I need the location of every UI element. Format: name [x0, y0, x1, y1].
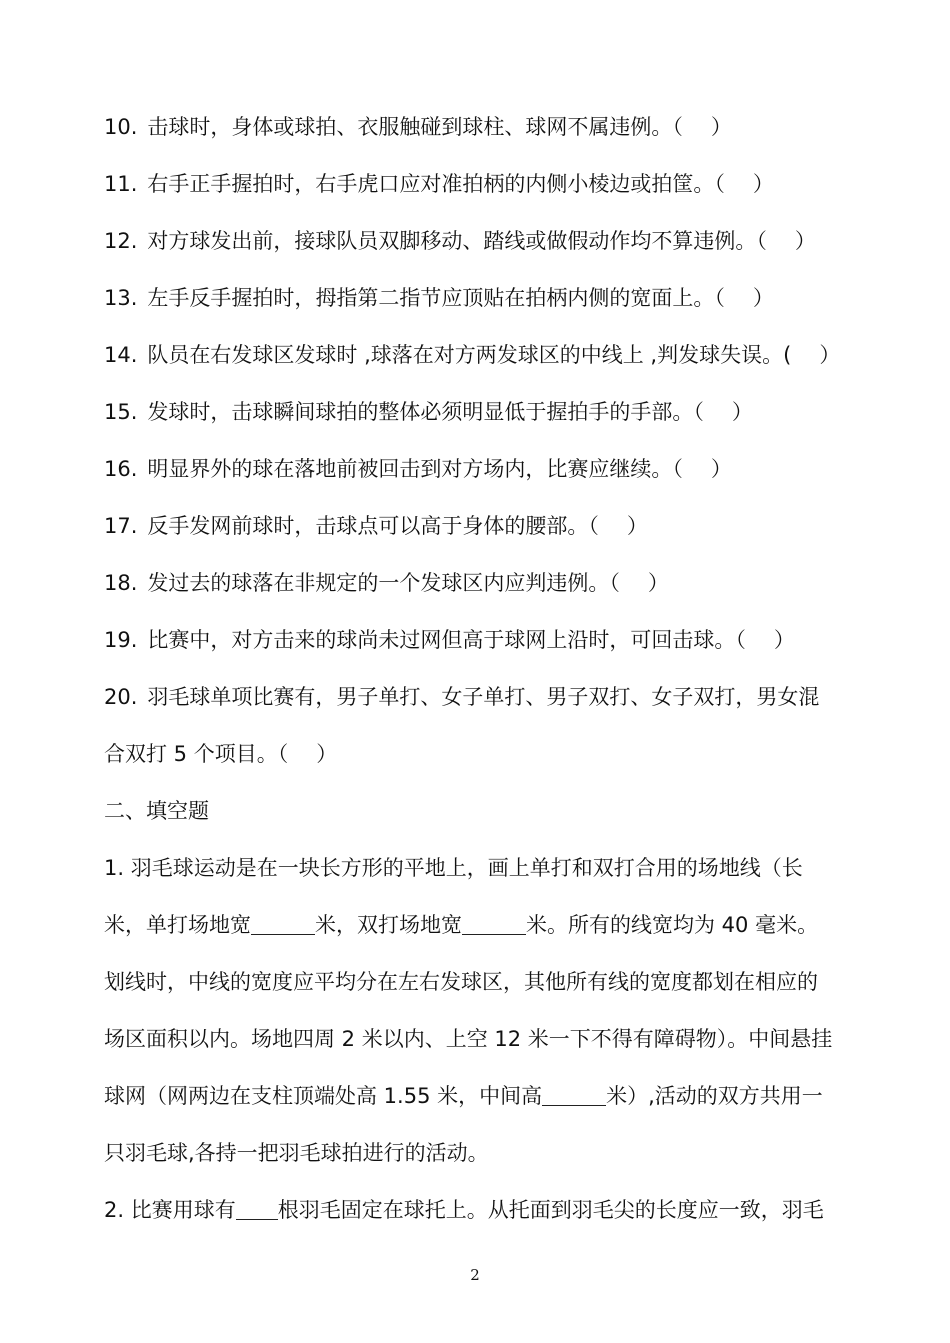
text-run: 球网（网两边在支柱顶端处高 1.55 米，中间高: [104, 1084, 543, 1108]
answer-paren: ）: [752, 172, 774, 196]
fill-q1-line3: 划线时，中线的宽度应平均分在左右发球区，其他所有线的宽度都划在相应的: [104, 970, 818, 994]
question-number: 10.: [104, 115, 138, 139]
question-16: [104, 454, 732, 484]
text-run: 根羽毛固定在球托上。从托面到羽毛尖的长度应一致，羽毛: [277, 1198, 824, 1222]
question-text: 击球时，身体或球拍、衣服触碰到球柱、球网不属违例。（: [147, 115, 683, 139]
question-number: 18.: [104, 571, 138, 595]
answer-paren: ）: [647, 571, 669, 595]
question-text: 左手反手握拍时，拇指第二指节应顶贴在拍柄内侧的宽面上。（: [147, 286, 725, 310]
text-run: 2. 比赛用球有: [104, 1198, 236, 1222]
text-run: 米）,活动的双方共用一: [606, 1084, 823, 1108]
answer-paren: ）: [710, 457, 732, 481]
question-text: 比赛中，对方击来的球尚未过网但高于球网上沿时，可回击球。（: [147, 628, 746, 652]
answer-blank[interactable]: [542, 1083, 606, 1106]
answer-blank[interactable]: [236, 1197, 278, 1220]
question-11: [104, 169, 774, 199]
question-text: 队员在右发球区发球时 ,球落在对方两发球区的中线上 ,判发球失误。(: [147, 343, 792, 367]
question-number: 19.: [104, 628, 138, 652]
answer-paren: ）: [752, 286, 774, 310]
text-run: 米，单打场地宽: [104, 913, 251, 937]
question-number: 13.: [104, 286, 138, 310]
fill-q1-line5: [104, 1081, 823, 1111]
question-17: [104, 511, 648, 541]
question-text: 羽毛球单项比赛有，男子单打、女子单打、男子双打、女子双打，男女混: [147, 685, 820, 709]
answer-paren: ）: [819, 343, 841, 367]
question-text: 合双打 5 个项目。（: [104, 742, 289, 766]
question-text: 对方球发出前，接球队员双脚移动、踏线或做假动作均不算违例。（: [147, 229, 767, 253]
question-number: 14.: [104, 343, 138, 367]
question-12: [104, 226, 816, 256]
page-number: 2: [470, 1266, 480, 1284]
answer-paren: ）: [316, 742, 338, 766]
question-20-continued: [104, 739, 337, 769]
question-14: [104, 340, 840, 370]
question-19: [104, 625, 795, 655]
answer-blank[interactable]: [462, 912, 526, 935]
question-13: [104, 283, 774, 313]
question-number: 15.: [104, 400, 138, 424]
question-number: 20.: [104, 685, 138, 709]
question-number: 11.: [104, 172, 138, 196]
fill-q1-line1: 1. 羽毛球运动是在一块长方形的平地上，画上单打和双打合用的场地线（长: [104, 856, 803, 880]
question-text: 发球时，击球瞬间球拍的整体必须明显低于握拍手的手部。（: [147, 400, 704, 424]
question-number: 17.: [104, 514, 138, 538]
question-text: 发过去的球落在非规定的一个发球区内应判违例。（: [147, 571, 620, 595]
question-10: [104, 112, 732, 142]
text-run: 米。所有的线宽均为 40 毫米。: [526, 913, 819, 937]
question-text: 反手发网前球时，击球点可以高于身体的腰部。（: [147, 514, 599, 538]
question-20: [104, 682, 819, 712]
fill-q2-line1: [104, 1195, 824, 1225]
question-15: [104, 397, 753, 427]
answer-paren: ）: [794, 229, 816, 253]
question-number: 12.: [104, 229, 138, 253]
question-text: 明显界外的球在落地前被回击到对方场内，比赛应继续。（: [147, 457, 683, 481]
answer-paren: ）: [710, 115, 732, 139]
fill-q1-line6: 只羽毛球,各持一把羽毛球拍进行的活动。: [104, 1141, 489, 1165]
fill-q1-line2: [104, 910, 818, 940]
answer-paren: ）: [731, 400, 753, 424]
section-title: 二、填空题: [104, 799, 209, 823]
answer-paren: ）: [773, 628, 795, 652]
text-run: 米，双打场地宽: [315, 913, 462, 937]
question-text: 右手正手握拍时，右手虎口应对准拍柄的内侧小棱边或拍筐。（: [147, 172, 725, 196]
answer-blank[interactable]: [251, 912, 315, 935]
answer-paren: ）: [626, 514, 648, 538]
fill-q1-line4: 场区面积以内。场地四周 2 米以内、上空 12 米一下不得有障碍物）。中间悬挂: [104, 1027, 833, 1051]
question-18: [104, 568, 669, 598]
question-number: 16.: [104, 457, 138, 481]
